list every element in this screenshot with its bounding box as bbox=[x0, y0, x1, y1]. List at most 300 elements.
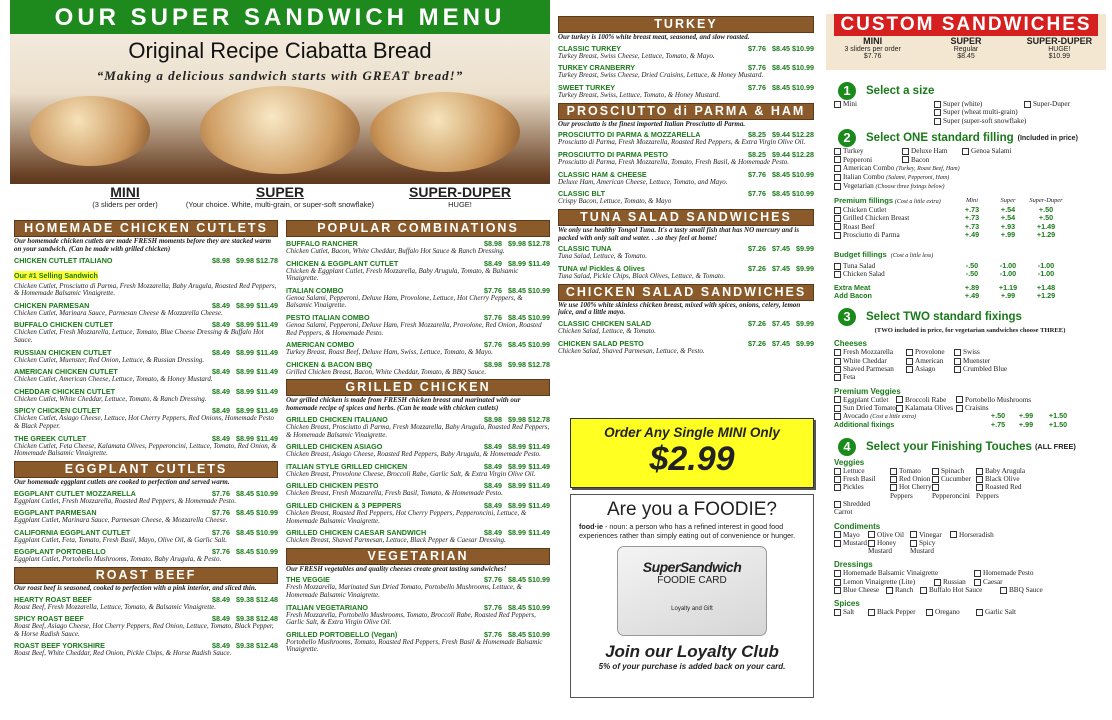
checkbox[interactable] bbox=[954, 358, 961, 365]
menu-item[interactable] bbox=[14, 406, 278, 430]
option[interactable] bbox=[834, 147, 902, 155]
checkbox[interactable] bbox=[1024, 101, 1031, 108]
price-adjust: +.73 bbox=[964, 221, 980, 231]
price-super: $8.45 bbox=[508, 575, 526, 585]
option[interactable] bbox=[1000, 586, 1060, 594]
menu-item[interactable] bbox=[286, 442, 550, 459]
dressings-label: Dressings bbox=[834, 560, 873, 570]
price-super: $8.99 bbox=[236, 320, 254, 330]
menu-item[interactable] bbox=[14, 256, 278, 298]
option[interactable] bbox=[950, 531, 1010, 539]
option-note: (Salami, Pepperoni, Ham) bbox=[886, 175, 950, 182]
menu-item[interactable] bbox=[558, 339, 814, 356]
option[interactable] bbox=[956, 396, 1046, 404]
checkbox[interactable] bbox=[954, 366, 961, 373]
budget-label: Budget fillings bbox=[834, 250, 887, 260]
option-label: BBQ Sauce bbox=[1009, 586, 1043, 595]
fixing-option[interactable] bbox=[834, 262, 954, 270]
checkbox[interactable] bbox=[834, 396, 841, 403]
menu-item[interactable] bbox=[558, 189, 814, 206]
checkbox[interactable] bbox=[906, 358, 913, 365]
menu-item[interactable] bbox=[558, 63, 814, 80]
option[interactable] bbox=[834, 475, 890, 483]
option-label: Pepperoncini bbox=[932, 491, 970, 500]
checkbox[interactable] bbox=[834, 579, 841, 586]
price-super: $8.45 bbox=[772, 189, 790, 199]
cheeses-label: Cheeses bbox=[834, 339, 867, 349]
option[interactable] bbox=[976, 608, 1036, 616]
price-superduper: $10.99 bbox=[528, 340, 550, 350]
menu-item-description: Chicken Cutlet, American Cheese, Lettuce, Tomato, & Honey Mustard. bbox=[14, 375, 213, 384]
price-adjust: -1.00 bbox=[999, 261, 1017, 271]
checkbox[interactable] bbox=[976, 609, 983, 616]
price-superduper: $11.49 bbox=[528, 500, 550, 510]
price-superduper: $12.48 bbox=[256, 641, 278, 651]
spice-options bbox=[834, 608, 1106, 616]
option-label: White Cheddar bbox=[843, 356, 887, 365]
size-note: (3 sliders per order) bbox=[92, 200, 158, 209]
option[interactable] bbox=[934, 578, 974, 586]
menu-item[interactable] bbox=[14, 301, 278, 318]
option[interactable] bbox=[896, 404, 956, 412]
step-number: 2 bbox=[838, 129, 856, 147]
menu-item[interactable] bbox=[286, 313, 550, 337]
menu-item-description: Chicken Cutlet, Prosciutto di Parma, Fresh Mozzarella, Baby Arugula, Roasted Red Peppers, & Homemade Balsamic Vinaigrette. bbox=[14, 281, 277, 298]
price-adjust: +1.29 bbox=[1036, 229, 1056, 239]
checkbox[interactable] bbox=[932, 476, 939, 483]
price-adjust: +1.19 bbox=[998, 282, 1018, 292]
option[interactable] bbox=[834, 173, 1042, 182]
menu-item-description: Chicken Cutlet, White Cheddar, Lettuce, Tomato, & Ranch Dressing. bbox=[14, 394, 207, 403]
option-label: Homemade Balsamic Vinaigrette bbox=[843, 569, 939, 578]
price-superduper: $11.49 bbox=[528, 461, 550, 471]
card-name: FOODIE CARD bbox=[657, 575, 727, 586]
menu-item[interactable] bbox=[286, 630, 550, 654]
price-mini: $8.49 bbox=[212, 386, 230, 396]
checkbox[interactable] bbox=[834, 358, 841, 365]
option[interactable] bbox=[886, 586, 920, 594]
price-super: $8.99 bbox=[508, 461, 526, 471]
price-mini: $8.49 bbox=[212, 406, 230, 416]
checkbox[interactable] bbox=[926, 609, 933, 616]
checkbox[interactable] bbox=[934, 118, 941, 125]
foodie-box bbox=[570, 494, 814, 698]
fixing-option[interactable] bbox=[834, 206, 954, 214]
checkbox[interactable] bbox=[906, 349, 913, 356]
option[interactable] bbox=[910, 539, 950, 556]
checkbox[interactable] bbox=[834, 271, 841, 278]
option[interactable] bbox=[868, 608, 926, 616]
option[interactable] bbox=[920, 586, 1000, 594]
menu-item-description: Prosciutto di Parma, Fresh Mozzarella, Tomato, Fresh Basil, & Homemade Pesto. bbox=[558, 157, 790, 166]
price-adjust: +.49 bbox=[964, 291, 980, 301]
checkbox[interactable] bbox=[932, 468, 939, 475]
option[interactable] bbox=[868, 531, 910, 539]
checkbox[interactable] bbox=[974, 570, 981, 577]
option[interactable] bbox=[890, 483, 932, 500]
checkbox[interactable] bbox=[954, 349, 961, 356]
section-intro: Our homemade chicken cutlets are made FRESH moments before they are stacked warm on your sandwich. (Can be made with grilled chicken) bbox=[14, 237, 272, 253]
option[interactable] bbox=[902, 147, 962, 155]
option[interactable] bbox=[890, 475, 932, 483]
bread-image bbox=[370, 92, 520, 172]
checkbox[interactable] bbox=[868, 609, 875, 616]
price-super: $8.45 bbox=[236, 488, 254, 498]
foodie-card[interactable] bbox=[617, 546, 767, 636]
checkbox[interactable] bbox=[956, 396, 963, 403]
option[interactable] bbox=[954, 357, 1024, 365]
menu-item[interactable] bbox=[286, 259, 550, 283]
menu-item[interactable] bbox=[558, 83, 814, 100]
menu-item-description: Chicken Cutlet, Asiago Cheese, Lettuce, Hot Cherry Peppers, Red Onions, Homemade Pesto & Black Pepper. bbox=[14, 414, 274, 430]
price-super: $9.98 bbox=[236, 255, 254, 265]
checkbox[interactable] bbox=[890, 476, 897, 483]
price-mini: $7.76 bbox=[748, 63, 766, 73]
menu-item-name: ITALIAN VEGETARIANO bbox=[286, 602, 368, 612]
option-label: Caesar bbox=[983, 577, 1003, 586]
menu-item[interactable] bbox=[14, 528, 278, 545]
step-note: (Included in price) bbox=[1017, 134, 1078, 142]
left-menu-column bbox=[14, 218, 278, 720]
checkbox[interactable] bbox=[906, 366, 913, 373]
menu-item[interactable] bbox=[286, 286, 550, 310]
price-adjust: -.50 bbox=[965, 269, 979, 279]
menu-item-description: Chicken Breast, Roasted Red Peppers, Hot Cherry Peppers, Pepperoncini, Lettuce, & Homemade Balsamic Vinaigrette. bbox=[286, 508, 527, 525]
option[interactable] bbox=[834, 531, 868, 539]
option[interactable] bbox=[834, 500, 890, 517]
checkbox[interactable] bbox=[834, 366, 841, 373]
option[interactable] bbox=[934, 100, 1024, 108]
option[interactable] bbox=[1024, 100, 1104, 108]
option[interactable] bbox=[834, 365, 906, 373]
price-superduper: $10.99 bbox=[792, 169, 814, 179]
option-label: Pepperoni bbox=[843, 155, 873, 164]
price-mini: $7.76 bbox=[212, 547, 230, 557]
option-label: Kalamata Olives bbox=[905, 403, 954, 412]
checkbox[interactable] bbox=[962, 148, 969, 155]
checkbox[interactable] bbox=[834, 540, 841, 547]
option[interactable] bbox=[834, 100, 934, 108]
menu-item[interactable] bbox=[14, 614, 278, 638]
checkbox[interactable] bbox=[834, 101, 841, 108]
option[interactable] bbox=[834, 182, 1042, 191]
option[interactable] bbox=[834, 578, 934, 586]
price-super: $8.45 bbox=[508, 285, 526, 295]
menu-item[interactable] bbox=[558, 130, 814, 147]
checkbox[interactable] bbox=[868, 540, 875, 547]
menu-item[interactable] bbox=[286, 340, 550, 357]
tuna-list bbox=[558, 244, 814, 280]
option-label: Chicken Salad bbox=[843, 270, 885, 279]
menu-item[interactable] bbox=[14, 348, 278, 365]
menu-item[interactable] bbox=[286, 575, 550, 599]
option-label: Avocado bbox=[843, 412, 869, 421]
price-adjust: -.50 bbox=[965, 261, 979, 271]
price-mini: $8.49 bbox=[212, 320, 230, 330]
price-superduper: $12.78 bbox=[528, 414, 550, 424]
menu-item[interactable] bbox=[14, 387, 278, 404]
checkbox[interactable] bbox=[932, 484, 939, 491]
option[interactable] bbox=[834, 404, 896, 412]
price-adjust: +.73 bbox=[964, 213, 980, 223]
menu-item-description: Turkey Breast, Swiss Cheese, Dried Craisins, Lettuce, & Honey Mustard. bbox=[558, 71, 764, 80]
checkbox[interactable] bbox=[910, 531, 917, 538]
option-label: Vinegar bbox=[919, 530, 942, 539]
option[interactable] bbox=[890, 467, 932, 475]
checkbox[interactable] bbox=[834, 207, 841, 214]
price: +.75 bbox=[990, 420, 1006, 430]
checkbox[interactable] bbox=[934, 101, 941, 108]
checkbox[interactable] bbox=[934, 579, 941, 586]
option[interactable] bbox=[934, 108, 1104, 116]
checkbox[interactable] bbox=[976, 468, 983, 475]
menu-item-name: CALIFORNIA EGGPLANT CUTLET bbox=[14, 527, 131, 537]
option-label: Baby Arugula bbox=[985, 466, 1026, 475]
checkbox[interactable] bbox=[834, 484, 841, 491]
menu-item[interactable] bbox=[14, 595, 278, 612]
price-adjust: +.99 bbox=[1000, 291, 1016, 301]
checkbox[interactable] bbox=[834, 183, 841, 190]
promo-box bbox=[570, 418, 814, 488]
price-superduper: $11.49 bbox=[256, 406, 278, 416]
menu-item[interactable] bbox=[286, 462, 550, 479]
option-label: Black Olive bbox=[985, 475, 1020, 484]
option-label: Asiago bbox=[915, 364, 936, 373]
option-label: Super-Duper bbox=[1033, 100, 1070, 108]
checkbox[interactable] bbox=[834, 501, 841, 508]
checkbox[interactable] bbox=[902, 156, 909, 163]
option[interactable] bbox=[976, 483, 1036, 500]
checkbox[interactable] bbox=[976, 476, 983, 483]
menu-item-name: SPICY ROAST BEEF bbox=[14, 614, 84, 624]
option[interactable] bbox=[954, 365, 1024, 373]
option-label: Ranch bbox=[895, 586, 914, 595]
section-heading: TUNA SALAD SANDWICHES bbox=[558, 209, 814, 226]
option[interactable] bbox=[932, 467, 976, 475]
size-options bbox=[834, 100, 1106, 125]
menu-item[interactable] bbox=[286, 481, 550, 498]
menu-item-description: Chicken Cutlet, Fresh Mozzarella, Lettuce, Tomato, Blue Cheese Dressing & Buffalo Hot Sauce. bbox=[14, 328, 264, 344]
price-super: $8.99 bbox=[236, 406, 254, 416]
price-adjust: +.89 bbox=[964, 282, 980, 292]
checkbox[interactable] bbox=[950, 531, 957, 538]
menu-item-description: Grilled Chicken Breast, Bacon, White Cheddar, Tomato, & BBQ Sauce. bbox=[286, 367, 487, 376]
menu-item-description: Chicken & Eggplant Cutlet, Fresh Mozzarella, Baby Arugula, Tomato, & Balsamic Vinaigrette. bbox=[286, 266, 519, 283]
price-mini: $8.25 bbox=[748, 130, 766, 140]
option-note: (Turkey, Roast Beef, Ham) bbox=[896, 165, 960, 172]
menu-item-description: Chicken Cutlet, Marinara Sauce, Parmesan Cheese & Mozzarella Cheese. bbox=[14, 308, 223, 317]
checkbox[interactable] bbox=[886, 587, 893, 594]
price-superduper: $10.99 bbox=[528, 602, 550, 612]
checkbox[interactable] bbox=[834, 148, 841, 155]
checkbox[interactable] bbox=[834, 223, 841, 230]
checkbox[interactable] bbox=[834, 570, 841, 577]
menu-item[interactable] bbox=[14, 320, 278, 344]
checkbox[interactable] bbox=[896, 396, 903, 403]
menu-item[interactable] bbox=[286, 528, 550, 545]
menu-item[interactable] bbox=[558, 244, 814, 261]
option[interactable] bbox=[910, 531, 950, 539]
fixing-option[interactable] bbox=[834, 231, 954, 239]
menu-item-description: Fresh Mozzarella, Marinated Sun Dried Tomato, Portobello Mushrooms, Lettuce, & Homemade Balsamic Vinaigrette. bbox=[286, 583, 522, 600]
price-superduper: $12.28 bbox=[792, 130, 814, 140]
size-note: Regular bbox=[953, 46, 979, 53]
menu-item-name: BUFFALO RANCHER bbox=[286, 239, 358, 248]
checkbox[interactable] bbox=[834, 476, 841, 483]
step-4 bbox=[838, 438, 1106, 456]
custom-sizes bbox=[826, 36, 1106, 60]
price-adjust: +.49 bbox=[964, 229, 980, 239]
checkbox[interactable] bbox=[834, 263, 841, 270]
step-number: 3 bbox=[838, 308, 856, 326]
option-label: Broccoli Rabe bbox=[905, 395, 947, 404]
checkbox[interactable] bbox=[834, 413, 841, 420]
option-label: Feta bbox=[843, 373, 856, 382]
menu-item[interactable] bbox=[286, 415, 550, 439]
option-label: Red Onion bbox=[899, 475, 931, 484]
checkbox[interactable] bbox=[896, 405, 903, 412]
checkbox[interactable] bbox=[890, 468, 897, 475]
fixing-option[interactable] bbox=[834, 223, 954, 231]
option[interactable] bbox=[906, 365, 954, 373]
option[interactable] bbox=[974, 578, 1074, 586]
checkbox[interactable] bbox=[834, 468, 841, 475]
checkbox[interactable] bbox=[934, 109, 941, 116]
option-label: Oregano bbox=[935, 608, 960, 617]
option[interactable] bbox=[926, 608, 976, 616]
option[interactable] bbox=[834, 586, 886, 594]
option[interactable] bbox=[834, 156, 902, 164]
checkbox[interactable] bbox=[974, 579, 981, 586]
badge-row bbox=[14, 265, 278, 283]
option[interactable] bbox=[834, 373, 906, 381]
option[interactable] bbox=[834, 483, 890, 500]
price-super: $8.99 bbox=[236, 433, 254, 443]
option[interactable] bbox=[834, 467, 890, 475]
roast-beef-list bbox=[14, 595, 278, 658]
checkbox[interactable] bbox=[976, 484, 983, 491]
checkbox[interactable] bbox=[868, 531, 875, 538]
dressing-options bbox=[834, 578, 1106, 586]
checkbox[interactable] bbox=[834, 374, 841, 381]
option-label: Mini bbox=[843, 100, 857, 108]
option[interactable] bbox=[834, 608, 868, 616]
checkbox[interactable] bbox=[910, 540, 917, 547]
option[interactable] bbox=[834, 164, 1042, 173]
option[interactable] bbox=[834, 396, 896, 404]
checkbox[interactable] bbox=[834, 349, 841, 356]
option[interactable] bbox=[974, 569, 1074, 577]
menu-item-description: Chicken Salad, Shaved Parmesan, Lettuce, & Pesto. bbox=[558, 346, 705, 355]
price-adjust: +.50 bbox=[1038, 213, 1054, 223]
price-super: $8.45 bbox=[772, 169, 790, 179]
option[interactable] bbox=[976, 467, 1036, 475]
price-superduper: $10.99 bbox=[528, 312, 550, 322]
step-3 bbox=[838, 308, 1106, 326]
option-label: Blue Cheese bbox=[843, 586, 880, 595]
price-super: $7.45 bbox=[772, 338, 790, 348]
option[interactable] bbox=[868, 539, 910, 556]
option[interactable] bbox=[962, 147, 1042, 155]
option[interactable] bbox=[932, 475, 976, 483]
card-note: Loyalty and Gift bbox=[671, 606, 713, 612]
menu-item[interactable] bbox=[14, 508, 278, 525]
checkbox[interactable] bbox=[902, 148, 909, 155]
checkbox[interactable] bbox=[956, 405, 963, 412]
checkbox[interactable] bbox=[834, 531, 841, 538]
menu-item[interactable] bbox=[14, 489, 278, 506]
option[interactable] bbox=[976, 475, 1036, 483]
fixing-option[interactable] bbox=[834, 214, 954, 222]
option-label: Provolone bbox=[915, 348, 945, 357]
option[interactable] bbox=[834, 348, 906, 356]
menu-item[interactable] bbox=[558, 264, 814, 281]
checkbox[interactable] bbox=[834, 165, 841, 172]
menu-item[interactable] bbox=[558, 170, 814, 187]
checkbox[interactable] bbox=[920, 587, 927, 594]
option[interactable] bbox=[902, 156, 1042, 164]
option[interactable] bbox=[834, 357, 906, 365]
checkbox[interactable] bbox=[834, 174, 841, 181]
price-superduper: $12.78 bbox=[528, 239, 550, 248]
price-mini: $7.76 bbox=[748, 43, 766, 53]
checkbox[interactable] bbox=[834, 405, 841, 412]
menu-item[interactable] bbox=[14, 367, 278, 384]
option[interactable] bbox=[834, 569, 974, 577]
option[interactable] bbox=[834, 539, 868, 556]
price-super: $9.38 bbox=[236, 614, 254, 624]
checkbox[interactable] bbox=[834, 156, 841, 163]
option[interactable] bbox=[954, 348, 1024, 356]
menu-item[interactable] bbox=[558, 150, 814, 167]
option[interactable] bbox=[934, 117, 1104, 125]
option[interactable] bbox=[906, 357, 954, 365]
premium-veggies-label: Premium Veggies bbox=[834, 386, 901, 396]
step-1 bbox=[838, 82, 1106, 100]
price-superduper: $10.99 bbox=[528, 575, 550, 585]
menu-item-name: ITALIAN COMBO bbox=[286, 285, 344, 295]
option[interactable] bbox=[906, 348, 954, 356]
checkbox[interactable] bbox=[834, 587, 841, 594]
price-super: $9.98 bbox=[508, 359, 526, 369]
menu-item[interactable] bbox=[14, 547, 278, 564]
menu-item[interactable] bbox=[14, 434, 278, 458]
menu-item[interactable] bbox=[286, 603, 550, 627]
option-label: Grilled Chicken Breast bbox=[843, 214, 910, 223]
size-super bbox=[170, 184, 390, 209]
best-seller-badge: Our #1 Selling Sandwich bbox=[14, 270, 98, 280]
condiment-options bbox=[834, 531, 1106, 556]
menu-item[interactable] bbox=[286, 239, 550, 256]
menu-item[interactable] bbox=[286, 360, 550, 377]
fixing-option[interactable] bbox=[834, 270, 954, 278]
menu-item[interactable] bbox=[286, 501, 550, 525]
checkbox[interactable] bbox=[834, 215, 841, 222]
price-adjust: +.93 bbox=[1000, 221, 1016, 231]
checkbox[interactable] bbox=[834, 232, 841, 239]
checkbox[interactable] bbox=[890, 484, 897, 491]
menu-item[interactable] bbox=[14, 641, 278, 658]
checkbox[interactable] bbox=[834, 609, 841, 616]
menu-item[interactable] bbox=[558, 319, 814, 336]
price-adjust: +1.49 bbox=[1036, 221, 1056, 231]
price-mini: $7.76 bbox=[484, 285, 502, 295]
vegetarian-list bbox=[286, 575, 550, 654]
checkbox[interactable] bbox=[1000, 587, 1007, 594]
option[interactable] bbox=[896, 396, 956, 404]
menu-item[interactable] bbox=[558, 44, 814, 61]
option[interactable] bbox=[932, 483, 976, 500]
